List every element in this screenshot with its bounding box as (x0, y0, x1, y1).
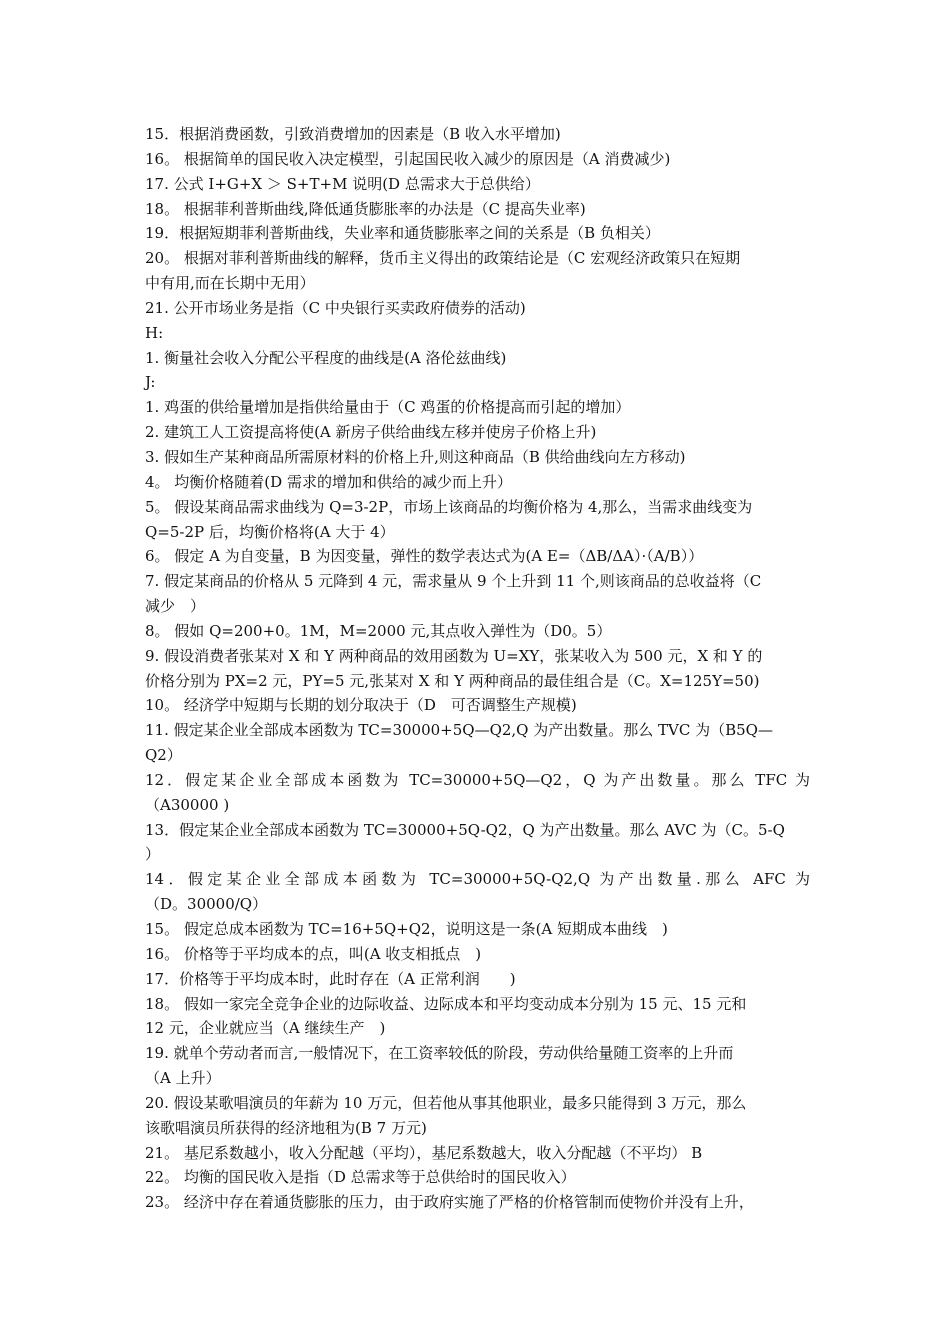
text-line: ） (145, 845, 161, 864)
text-line: 20. 假设某歌唱演员的年薪为 10 万元，但若他从事其他职业，最多只能得到 3 万元，那么 (145, 1093, 747, 1112)
text-line: 17. 公式 I+G+X ＞ S+T+M 说明(D 总需求大于总供给） (145, 174, 540, 193)
text-line: 14．假定某企业全部成本函数为 TC=30000+5Q-Q2,Q 为产出数量.那么 AFC 为 (145, 870, 810, 889)
text-line: 15。 假定总成本函数为 TC=16+5Q+Q2，说明这是一条(A 短期成本曲线 ) (145, 920, 668, 938)
text-line: 4。 均衡价格随着(D 需求的增加和供给的减少而上升） (145, 472, 512, 491)
text-line: 价格分别为 PX=2 元，PY=5 元,张某对 X 和 Y 两种商品的最佳组合是（C。X=125Y=50) (145, 671, 760, 690)
text-line: 减少 ） (145, 597, 206, 616)
text-line: 9. 假设消费者张某对 X 和 Y 两种商品的效用函数为 U=XY，张某收入为 500 元，X 和 Y 的 (145, 646, 763, 665)
text-line: 20。 根据对菲利普斯曲线的解释，货币主义得出的政策结论是（C 宏观经济政策只在短期 (145, 249, 741, 268)
text-line: 12 元，企业就应当（A 继续生产 ) (145, 1019, 386, 1038)
text-line: Q2） (145, 746, 182, 765)
text-line: 13．假定某企业全部成本函数为 TC=30000+5Q-Q2，Q 为产出数量。那么 AVC 为（C。5-Q (145, 820, 785, 839)
text-line: 21。 基尼系数越小，收入分配越（平均），基尼系数越大，收入分配越（不平均） B (145, 1143, 703, 1162)
text-line: 12．假定某企业全部成本函数为 TC=30000+5Q—Q2，Q 为产出数量。那么 TFC 为 (145, 770, 810, 789)
text-line: 18。 根据菲利普斯曲线,降低通货膨胀率的办法是（C 提高失业率) (145, 199, 586, 218)
text-line: 18。 假如一家完全竞争企业的边际收益、边际成本和平均变动成本分别为 15 元、15 元和 (145, 994, 747, 1013)
text-line: 11. 假定某企业全部成本函数为 TC=30000+5Q—Q2,Q 为产出数量。那么 TVC 为（B5Q— (145, 721, 773, 740)
document-body (145, 122, 810, 1215)
text-line: 10。 经济学中短期与长期的划分取决于（D 可否调整生产规模) (145, 696, 577, 715)
text-line: 7. 假定某商品的价格从 5 元降到 4 元，需求量从 9 个上升到 11 个,则该商品的总收益将（C (145, 572, 762, 591)
text-line: Q=5-2P 后，均衡价格将(A 大于 4） (145, 522, 395, 541)
text-line: （A30000 ) (145, 795, 230, 814)
text-line: 22。 均衡的国民收入是指（D 总需求等于总供给时的国民收入） (145, 1168, 576, 1187)
text-line: 1. 衡量社会收入分配公平程度的曲线是(A 洛伦兹曲线) (145, 348, 507, 367)
text-line: 3. 假如生产某种商品所需原材料的价格上升,则这种商品（B 供给曲线向左方移动) (145, 447, 686, 466)
text-line: 19．根据短期菲利普斯曲线，失业率和通货膨胀率之间的关系是（B 负相关） (145, 224, 660, 243)
text-line: 中有用,而在长期中无用） (145, 274, 315, 293)
text-line: 5。 假设某商品需求曲线为 Q=3-2P，市场上该商品的均衡价格为 4,那么，当需求曲线变为 (145, 497, 753, 516)
text-line: 15．根据消费函数，引致消费增加的因素是（B 收入水平增加) (145, 125, 561, 143)
text-line: 19. 就单个劳动者而言,一般情况下，在工资率较低的阶段，劳动供给量随工资率的上升而 (145, 1044, 734, 1063)
text-line: 6。 假定 A 为自变量，B 为因变量，弹性的数学表达式为(A E=（ΔB/ΔA）·（A/B）） (145, 547, 704, 566)
text-line: 17．价格等于平均成本时，此时存在（A 正常利润 ) (145, 969, 516, 988)
section-heading: J: (145, 373, 156, 392)
text-line: 该歌唱演员所获得的经济地租为(B 7 万元) (145, 1118, 427, 1137)
text-line: 8。 假如 Q=200+0。1M，M=2000 元,其点收入弹性为（D0。5） (145, 621, 612, 640)
text-line: 16。 价格等于平均成本的点，叫(A 收支相抵点 ) (145, 944, 482, 963)
section-heading: H: (145, 323, 164, 342)
text-line: 1. 鸡蛋的供给量增加是指供给量由于（C 鸡蛋的价格提高而引起的增加） (145, 398, 631, 417)
text-line: 2. 建筑工人工资提高将使(A 新房子供给曲线左移并使房子价格上升) (145, 423, 597, 442)
text-line: 21. 公开市场业务是指（C 中央银行买卖政府债券的活动) (145, 298, 526, 317)
text-line: （A 上升） (145, 1069, 221, 1088)
text-line: 16。 根据简单的国民收入决定模型，引起国民收入减少的原因是（A 消费减少) (145, 149, 671, 168)
text-line: 23。 经济中存在着通货膨胀的压力，由于政府实施了严格的价格管制而使物价并没有上升， (145, 1193, 754, 1212)
text-line: （D。30000/Q） (145, 895, 268, 914)
